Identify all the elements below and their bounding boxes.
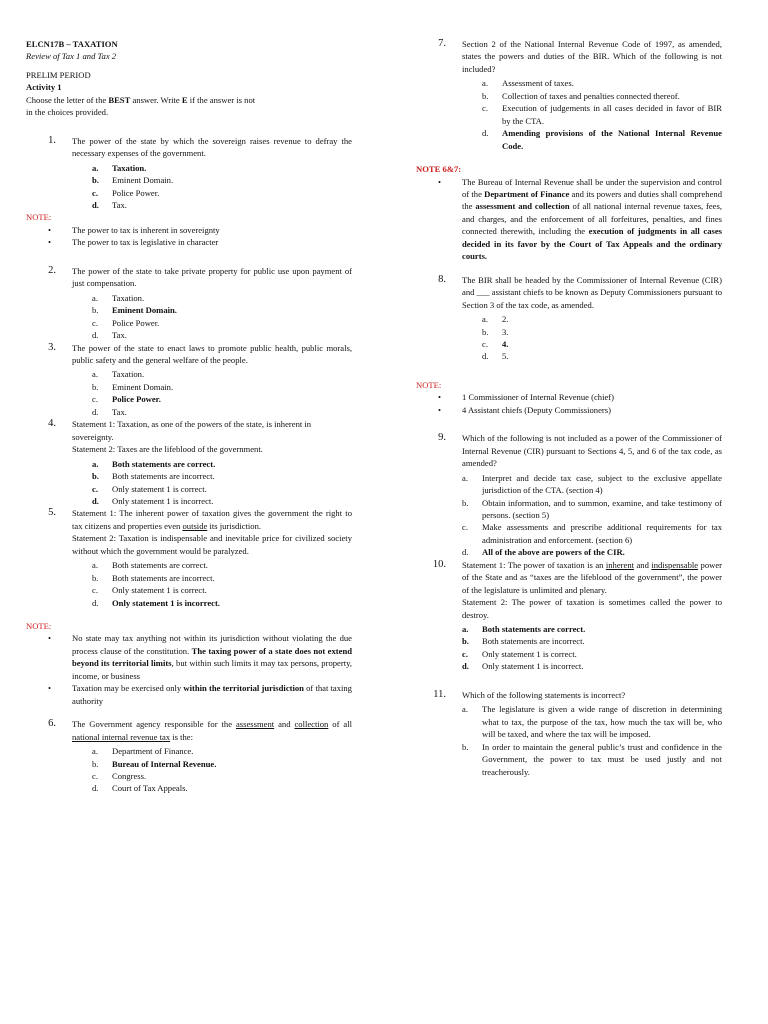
right-column bbox=[416, 38, 722, 778]
question-3: 3. The power of the state to enact laws to promote public health, public morals, public safety and the general welfare of the people. a. Taxation. b. Eminent Domain. c. Police Power. d. Tax. bbox=[48, 341, 352, 417]
option: b. In order to maintain the general public’s trust and confidence in the Government, the power to tax must be used justly and not treacherously. bbox=[462, 741, 722, 777]
activity-label: Activity 1 bbox=[26, 82, 62, 93]
question-7: 7. Section 2 of the National Internal Revenue Code of 1997, as amended, states the powers and duties of the BIR. Which of the following is not included? a. Assessment of taxes. b. Collection of taxes and penalties connected thereof. c. Execution of judgements in all cases decided in favor of BIR by the CTA. d. Amending provisions of the National Internal Revenue Code. bbox=[438, 38, 722, 151]
option: a. Both statements are correct. bbox=[92, 560, 208, 571]
option: b. Eminent Domain. bbox=[92, 175, 174, 186]
option: d. Only statement 1 is incorrect. bbox=[462, 661, 584, 672]
option: b. Eminent Domain. bbox=[92, 305, 177, 316]
option: c. Only statement 1 is correct. bbox=[92, 483, 207, 494]
option: b. 3. bbox=[482, 326, 509, 337]
question-1: 1. The power of the state by which the sovereign raises revenue to defray the necessary expenses of the government. a. Taxation. b. Eminent Domain. c. Police Power. d. Tax. bbox=[48, 134, 352, 210]
option: a. The legislature is given a wide range of discretion in determining what to tax, the purpose of the tax, how much the tax will be, who will be taxed, and where the tax will be imposed. bbox=[462, 704, 722, 740]
option: c. Make assessments and prescribe additional requirements for tax administration and enforcement. (section 6) bbox=[462, 522, 722, 545]
instructions: Choose the letter of the BEST answer. Write E if the answer is not in the choices provided. bbox=[26, 94, 256, 118]
question-5: 5. Statement 1: The inherent power of taxation gives the government the right to tax citizens and properties even outside its jurisdiction. Statement 2: Taxation is indispensable and inevitable price for civilized society without which the government would be paralyzed. a. Both statements are correct. b. Both statements are incorrect. c. Only statement 1 is correct. d. Only statement 1 is incorrect. bbox=[48, 507, 352, 608]
note-label: NOTE: bbox=[26, 212, 52, 223]
option: a. Both statements are correct. bbox=[92, 458, 216, 469]
option: b. Eminent Domain. bbox=[92, 381, 174, 392]
course-subtitle: Review of Tax 1 and Tax 2 bbox=[26, 51, 117, 62]
note-bullet: • The Bureau of Internal Revenue shall be under the supervision and control of the Department of Finance and its powers and duties shall comprehend the assessment and collection of all national internal revenue taxes, fees, and charges, and the enforcement of all forfeitures, penalties, and fines connected therewith, including the execution of judgments in all cases decided in its favor by the Court of Tax Appeals and the ordinary courts. bbox=[438, 176, 722, 262]
option: a. Both statements are correct. bbox=[462, 624, 586, 635]
option: d. 5. bbox=[482, 351, 509, 362]
option: b. Collection of taxes and penalties connected thereof. bbox=[482, 90, 680, 101]
course-title: ELCN17B – TAXATION bbox=[26, 39, 118, 49]
question-8: 8. The BIR shall be headed by the Commissioner of Internal Revenue (CIR) and ___ assistant chiefs to be known as Deputy Commissioners pursuant to Section 3 of the tax code, as amended. a. 2. b. 3. c. 4. d. 5. bbox=[438, 273, 722, 362]
note-label: NOTE: bbox=[416, 379, 442, 390]
option: c. 4. bbox=[482, 338, 509, 349]
option: a. Department of Finance. bbox=[92, 746, 194, 757]
note-bullet: • Taxation may be exercised only within the territorial jurisdiction of that taxing authority bbox=[48, 683, 352, 706]
option: c. Police Power. bbox=[92, 394, 161, 405]
left-column bbox=[26, 38, 352, 795]
question-2: 2. The power of the state to take private property for public use upon payment of just compensation. a. Taxation. b. Eminent Domain. c. Police Power. d. Tax. bbox=[48, 264, 352, 341]
option: a. Taxation. bbox=[92, 369, 145, 380]
option: c. Police Power. bbox=[92, 317, 160, 328]
option: b. Both statements are incorrect. bbox=[92, 471, 215, 482]
note-bullet: • The power to tax is inherent in sovereignty bbox=[48, 224, 220, 235]
option: c. Police Power. bbox=[92, 187, 160, 198]
period-label: PRELIM PERIOD bbox=[26, 69, 91, 80]
note-label: NOTE 6&7: bbox=[416, 164, 462, 175]
option: d. All of the above are powers of the CIR. bbox=[462, 547, 625, 558]
option: d. Tax. bbox=[92, 199, 127, 210]
question-10: 10. Statement 1: The power of taxation is an inherent and indispensable power of the State and as “taxes are the lifeblood of the government”, the power of the legislature is unlimited and plenary. Statement 2: The power of taxation is sometimes called the power to destroy. a. Both statements are correct. b. Both statements are incorrect. c. Only statement 1 is correct. d. Only statement 1 is incorrect. bbox=[432, 558, 722, 672]
option: c. Execution of judgements in all cases decided in favor of BIR by the CTA. bbox=[482, 103, 722, 126]
question-11: 11. Which of the following statements is incorrect? a. The legislature is given a wide range of discretion in determining what to tax, the purpose of the tax, how much the tax will be, who will be taxed, and where the tax will be imposed. b. In order to maintain the general public’s trust and confidence in the Government, the power to tax must be used justly and not treacherously. bbox=[433, 688, 722, 777]
option: d. Tax. bbox=[92, 330, 127, 341]
option: d. Court of Tax Appeals. bbox=[92, 783, 188, 794]
option: a. Assessment of taxes. bbox=[482, 78, 574, 89]
option: a. 2. bbox=[482, 314, 509, 325]
option: a. Taxation. bbox=[92, 162, 147, 173]
option: b. Both statements are incorrect. bbox=[92, 572, 215, 583]
question-6: 6. The Government agency responsible for the assessment and collection of all national internal revenue tax is the: a. Department of Finance. b. Bureau of Internal Revenue. c. Congress. d. Court of Tax Appeals. bbox=[48, 718, 352, 794]
note-bullet: • 4 Assistant chiefs (Deputy Commissioners) bbox=[438, 404, 611, 415]
note-bullet: • 1 Commissioner of Internal Revenue (chief) bbox=[438, 392, 615, 403]
option: b. Bureau of Internal Revenue. bbox=[92, 758, 217, 769]
option: c. Only statement 1 is correct. bbox=[462, 648, 577, 659]
option: d. Only statement 1 is incorrect. bbox=[92, 495, 214, 506]
option: a. Interpret and decide tax case, subject to the exclusive appellate jurisdiction of the CTA. (section 4) bbox=[462, 472, 722, 496]
note-label: NOTE: bbox=[26, 621, 52, 632]
option: a. Taxation. bbox=[92, 292, 145, 303]
question-9: 9. Which of the following is not included as a power of the Commissioner of Internal Revenue (CIR) pursuant to Sections 4, 5, and 6 of the tax code, as amended? a. Interpret and decide tax case, subject to the exclusive appellate jurisdiction of the CTA. (section 4) b. Obtain information, and to summon, examine, and take testimony of persons. (section 5) c. Make assessments and prescribe additional requirements for tax administration and enforcement. (section 6) d. All of the above are powers of the CIR. bbox=[438, 432, 722, 558]
option: d. Amending provisions of the National Internal Revenue Code. bbox=[482, 128, 722, 151]
note-bullet: • No state may tax anything not within its jurisdiction without violating the due process clause of the constitution. The taxing power of a state does not extend beyond its territorial limits, but within such limits it may tax persons, property, income, or business bbox=[48, 633, 353, 681]
option: b. Obtain information, and to summon, examine, and take testimony of persons. (section 5) bbox=[462, 497, 722, 520]
note-bullet: • The power to tax is legislative in character bbox=[48, 237, 219, 248]
question-4: 4. Statement 1: Taxation, as one of the powers of the state, is inherent in sovereignty. Statement 2: Taxes are the lifeblood of the government. a. Both statements are correct. b. Both statements are incorrect. c. Only statement 1 is correct. d. Only statement 1 is incorrect. bbox=[26, 418, 352, 507]
option: b. Both statements are incorrect. bbox=[462, 636, 585, 647]
option: d. Tax. bbox=[92, 406, 127, 417]
option: d. Only statement 1 is incorrect. bbox=[92, 597, 220, 608]
option: c. Congress. bbox=[92, 771, 147, 782]
option: c. Only statement 1 is correct. bbox=[92, 585, 207, 596]
